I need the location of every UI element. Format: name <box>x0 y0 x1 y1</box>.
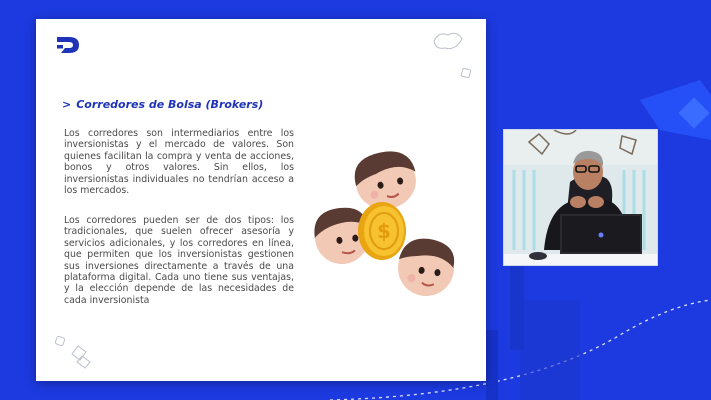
webcam-frame <box>504 130 657 265</box>
heading-text: Corredores de Bolsa (Brokers) <box>76 98 264 111</box>
paragraph-1: Los corredores son intermediarios entre los inversionistas y el mercado de valores. Son quienes facilitan la compra y venta de acciones, bonos y otros valores. Sin ellos, los inversionistas individuales no tendrían acceso a los mercados. <box>64 128 294 197</box>
decorative-shape <box>460 67 472 79</box>
coins-with-faces-illustration <box>312 134 457 309</box>
section-heading <box>62 98 263 111</box>
paragraph-2: Los corredores pueden ser de dos tipos: los tradicionales, que suelen ofrecer asesoría y servicios adicionales, y los corredores en línea, que permiten que los inversionistas gestionen sus inversiones directamente a través de una plataforma digital. Cada uno tiene sus ventajas, y la elección depende de las necesidades de cada inversionista <box>64 215 294 306</box>
chevron-right-icon: > <box>62 98 72 111</box>
svg-text:$: $ <box>377 219 391 243</box>
decorative-shape <box>52 334 96 369</box>
decorative-shape <box>431 29 465 53</box>
brand-logo-icon <box>56 36 80 54</box>
presentation-slide <box>36 19 486 381</box>
presenter-webcam-video <box>503 129 658 266</box>
